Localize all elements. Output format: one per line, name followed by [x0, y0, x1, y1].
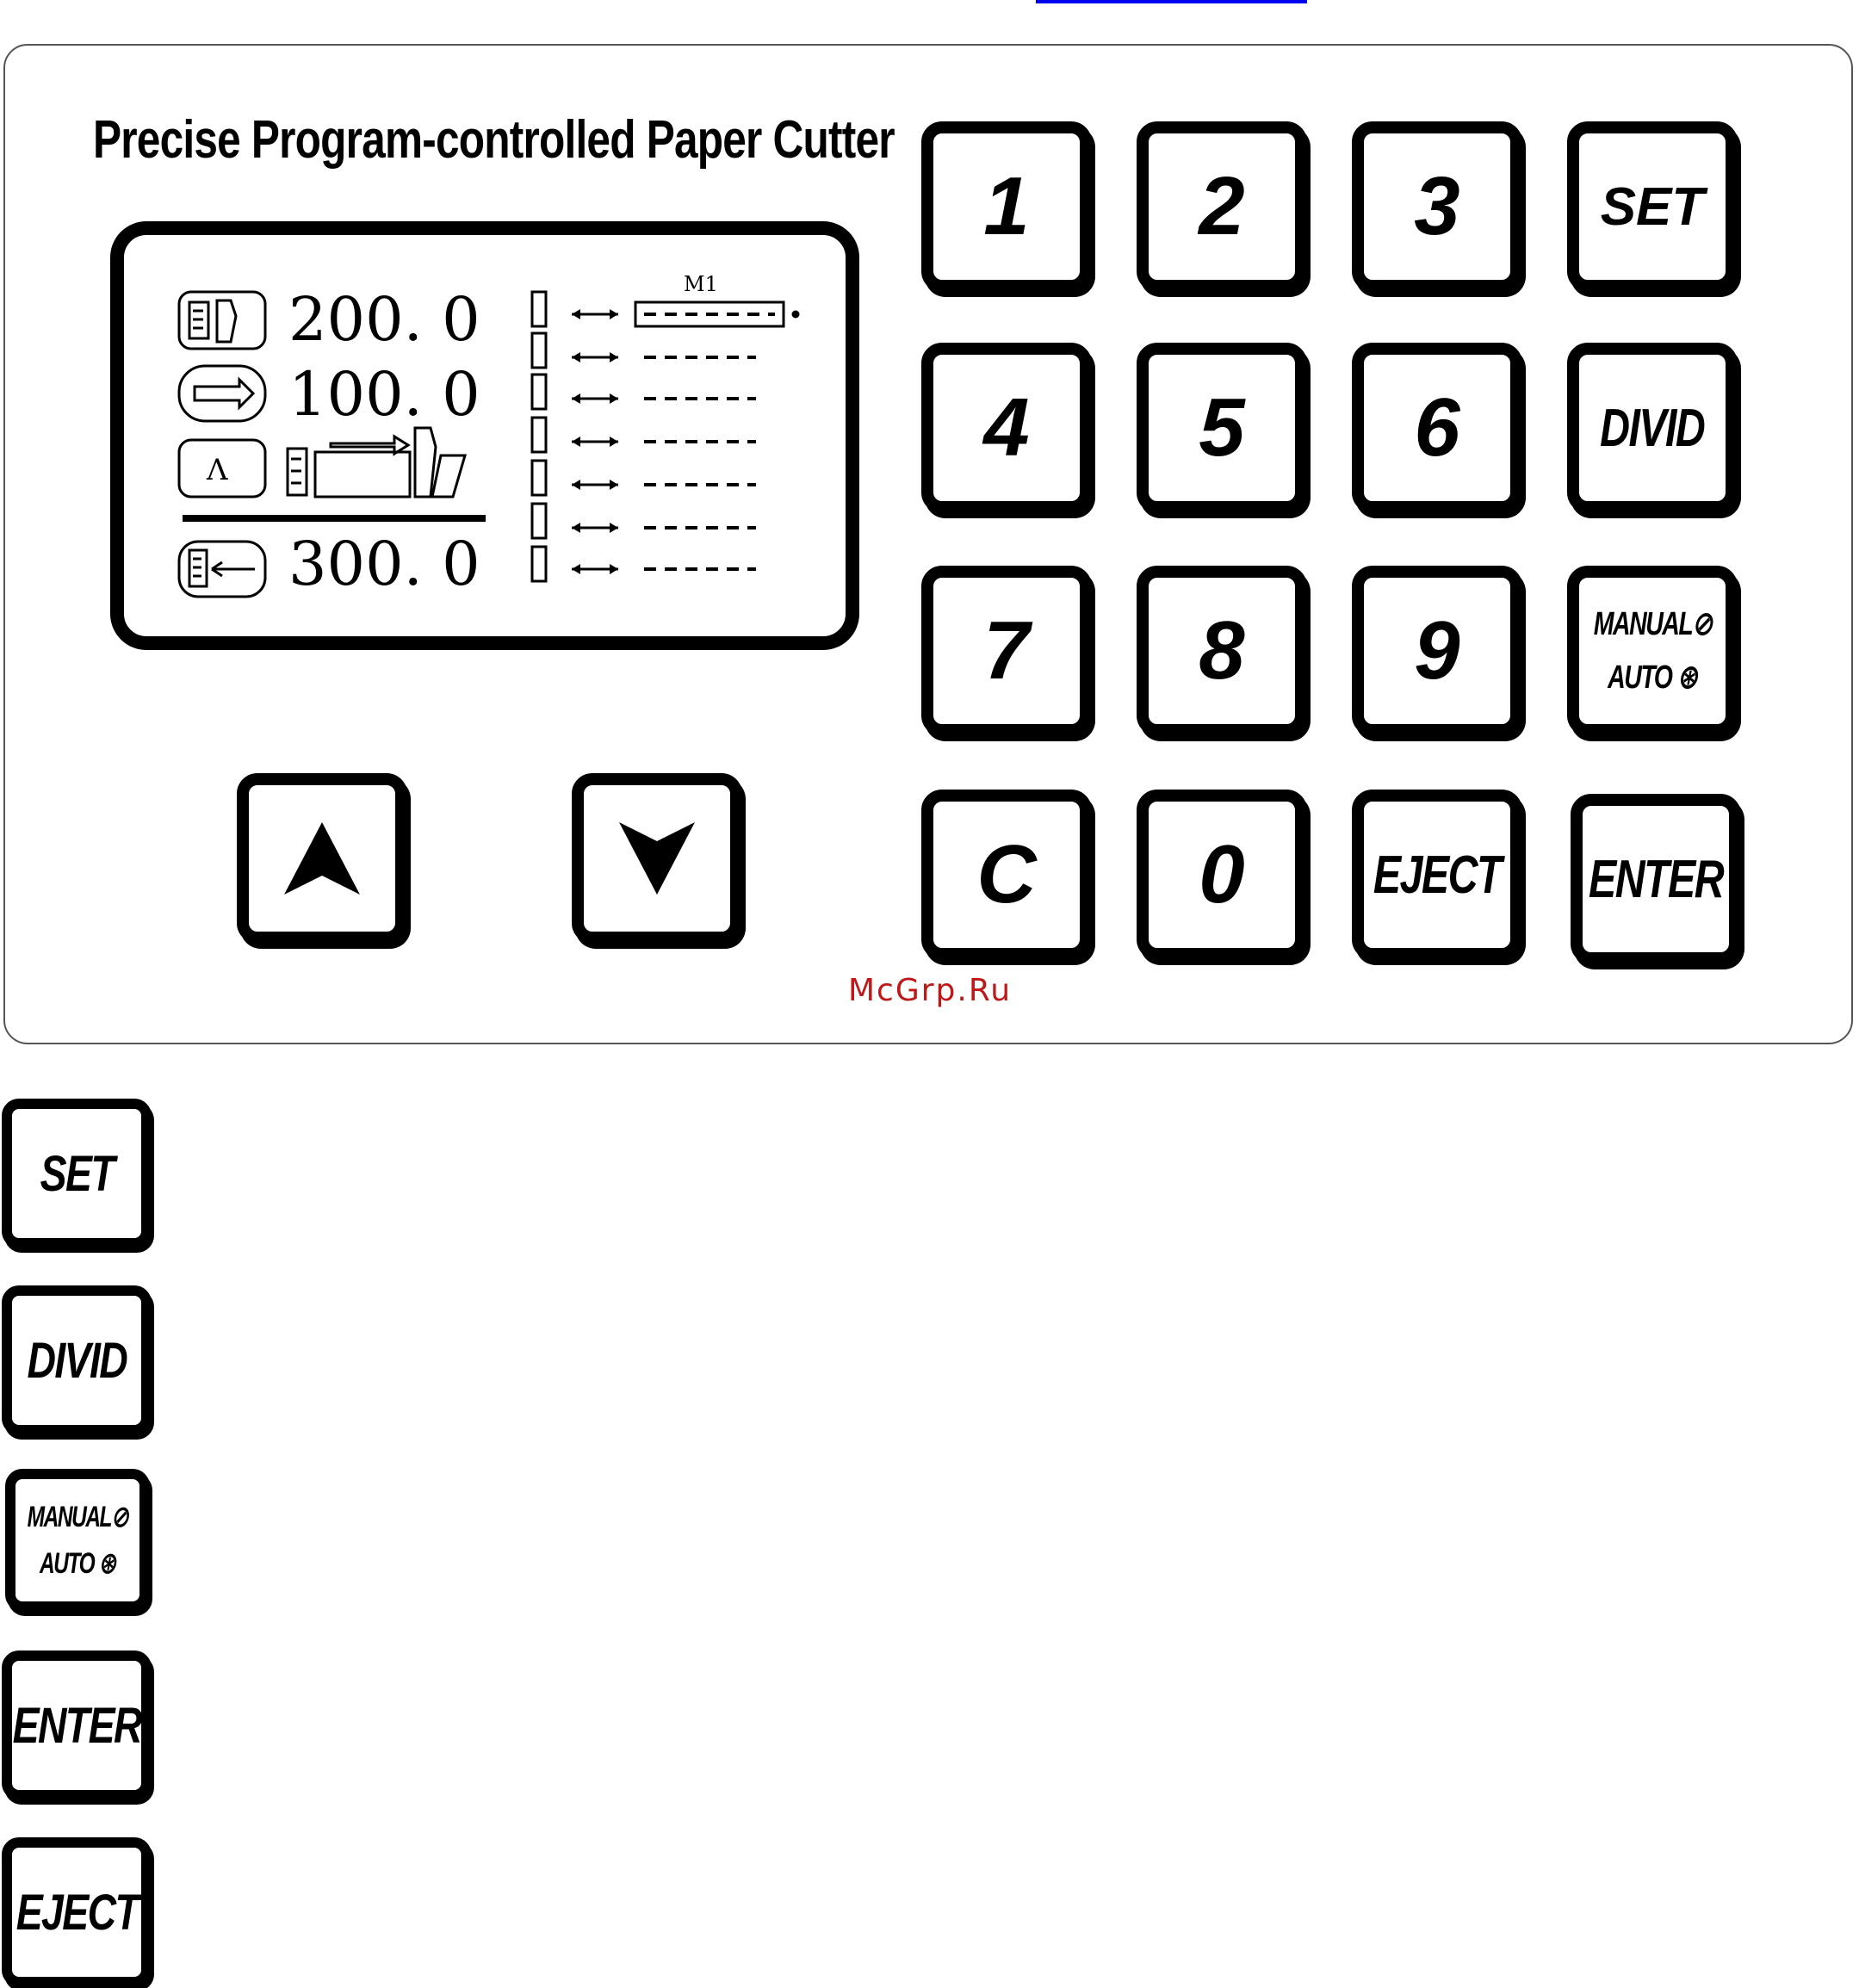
manual-auto-button[interactable] — [1567, 566, 1738, 736]
set-button[interactable]: SET — [1567, 121, 1738, 292]
watermark: McGrp.Ru — [848, 973, 1013, 1008]
legend-eject-key: EJECT — [2, 1837, 152, 1987]
top-link-underline[interactable] — [1036, 0, 1307, 3]
cut-diagram-icon — [288, 428, 465, 497]
manual-label: MANUAL⊘ — [1593, 606, 1712, 642]
key-9[interactable]: 9 — [1352, 566, 1522, 736]
lcd-icons — [110, 221, 859, 650]
key-2[interactable]: 2 — [1137, 121, 1307, 292]
lcd-value-pusher: 200. 0 — [288, 284, 480, 355]
divid-button[interactable]: DIVID — [1567, 343, 1738, 513]
clear-button[interactable]: C — [921, 790, 1092, 960]
up-arrow-button[interactable] — [237, 773, 407, 944]
key-6[interactable]: 6 — [1352, 343, 1522, 513]
forward-arrow-icon — [179, 366, 265, 421]
panel-title: Precise Program-controlled Paper Cutter — [93, 110, 895, 170]
key-5[interactable]: 5 — [1137, 343, 1307, 513]
legend-enter-key: ENTER — [2, 1650, 152, 1800]
pusher-position-icon — [179, 292, 265, 349]
key-7[interactable]: 7 — [921, 566, 1092, 736]
back-gauge-icon — [179, 542, 265, 597]
key-3[interactable]: 3 — [1352, 121, 1522, 292]
lcd-value-back: 300. 0 — [288, 529, 480, 599]
key-0[interactable]: 0 — [1137, 790, 1307, 960]
down-arrow-icon — [614, 815, 700, 901]
legend-manual-label: MANUAL⊘ — [27, 1501, 128, 1533]
down-arrow-button[interactable] — [572, 773, 742, 944]
key-1[interactable]: 1 — [921, 121, 1092, 292]
key-8[interactable]: 8 — [1137, 566, 1307, 736]
legend-divid-key: DIVID — [2, 1285, 152, 1435]
step-dashes — [635, 302, 784, 569]
legend-set-key: SET — [2, 1099, 152, 1248]
enter-button[interactable]: ENTER — [1571, 794, 1741, 964]
lcd-value-forward: 100. 0 — [288, 359, 480, 430]
auto-label: AUTO ⊛ — [1608, 660, 1697, 696]
legend-manual-auto-key — [5, 1469, 150, 1612]
legend-auto-label: AUTO ⊛ — [40, 1547, 115, 1580]
lcd-mode-symbol: Λ — [207, 453, 228, 487]
program-steps — [532, 292, 546, 581]
up-arrow-icon — [279, 815, 365, 901]
lcd-program-label: M1 — [684, 272, 718, 296]
eject-button[interactable]: EJECT — [1352, 790, 1522, 960]
key-4[interactable]: 4 — [921, 343, 1092, 513]
